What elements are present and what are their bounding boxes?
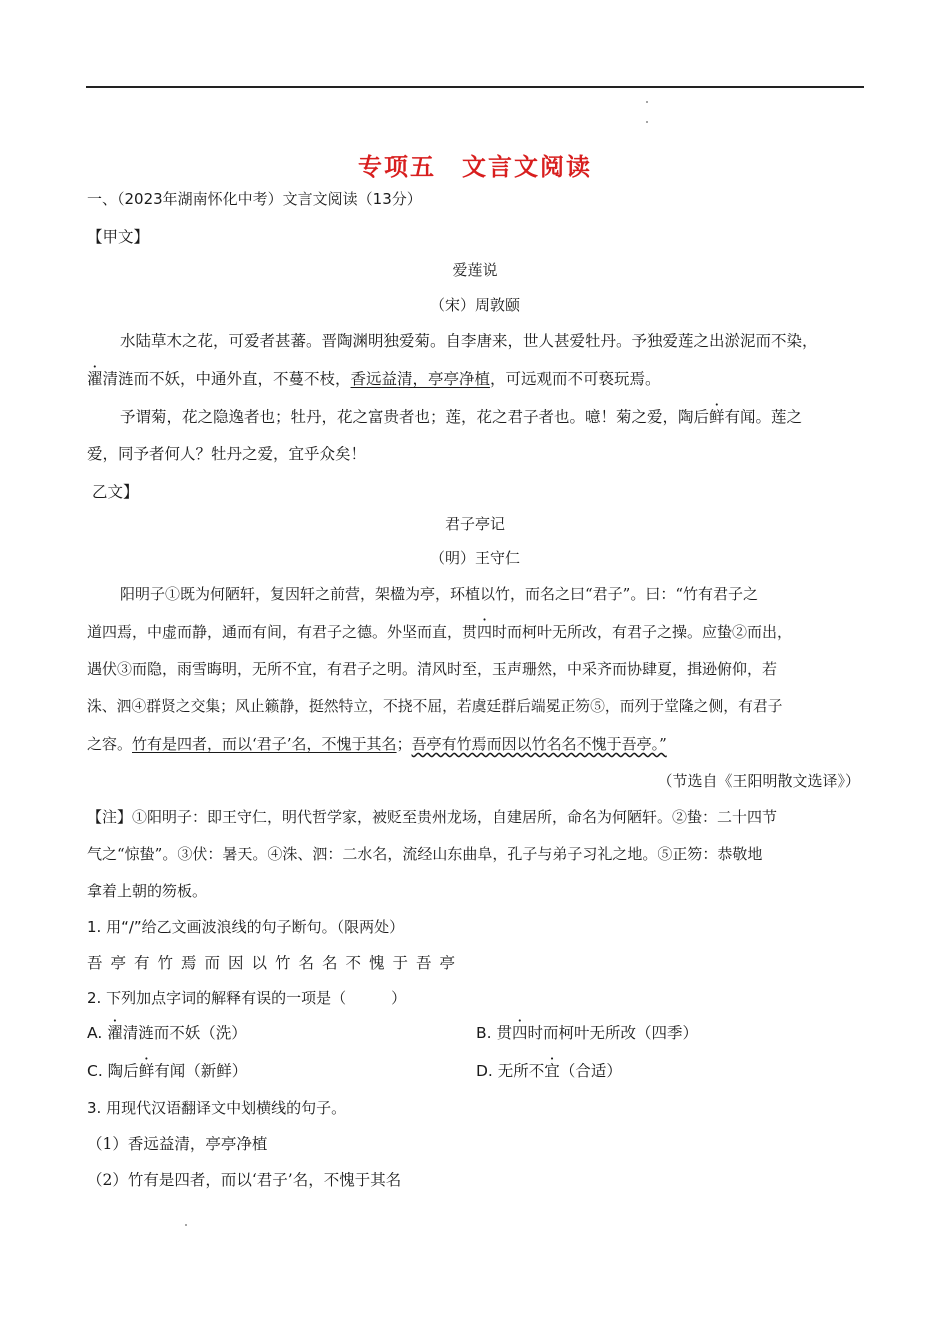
scan-speck <box>646 121 648 123</box>
jia-paragraph-2-line-2: 爱，同予者何人？牡丹之爱，宜乎众矣！ <box>87 445 367 463</box>
section-heading: 一、（2023年湖南怀化中考）文言文阅读（13分） <box>87 190 422 208</box>
page-title: 专项五 文言文阅读 <box>358 153 592 181</box>
yi-line-2: 道四焉，中虚而静，通而有间，有君子之德。外坚而直，贯四时而柯叶无所改，有君子之操。应蛰②而出， <box>87 623 793 641</box>
underlined-sentence: 竹有是四者，而以‘君子’名，不愧于其名 <box>132 735 397 753</box>
jia-paragraph-2-line-1: 予谓菊，花之隐逸者也；牡丹，花之富贵者也；莲，花之君子者也。噫！菊之爱，陶后鲜有闻。莲之 <box>120 408 803 426</box>
notes-line-3: 拿着上朝的笏板。 <box>87 882 208 900</box>
question-2: 2. 下列加点字词的解释有误的一项是（ ） <box>87 989 407 1007</box>
yi-line-1: 阳明子①既为何陋轩，复因轩之前营，架楹为亭，环植以竹，而名之曰“君子”。曰：“竹有君子之 <box>120 585 759 603</box>
question-3: 3. 用现代汉语翻译文中划横线的句子。 <box>87 1099 347 1117</box>
dotted-char: 四 <box>512 1024 528 1042</box>
yi-line-5: 之容。竹有是四者，而以‘君子’名，不愧于其名；吾亭有竹焉而因以竹名名不愧于吾亭。” <box>87 735 667 753</box>
notes-line-2: 气之“惊蛰”。③伏：暑天。④洙、泗：二水名，流经山东曲阜，孔子与弟子习礼之地。⑤正笏：恭敬地 <box>87 845 763 863</box>
dotted-char: 鲜 <box>138 1062 155 1080</box>
dotted-char: 濯 <box>107 1024 123 1042</box>
dotted-char: 四 <box>477 623 493 641</box>
jia-author: （宋）周敦颐 <box>429 296 520 314</box>
wavy-underlined-sentence: 吾亭有竹焉而因以竹名名不愧于吾亭。” <box>411 735 667 753</box>
question-3-part-2: （2）竹有是四者，而以‘君子’名，不愧于其名 <box>87 1171 402 1189</box>
scan-speck <box>185 1224 187 1226</box>
yi-source: （节选自《王阳明散文选译》） <box>657 772 860 790</box>
yi-line-4: 洙、泗④群贤之交集；风止籁静，挺然特立，不挠不屈，若虞廷群后端冕正笏⑤，而列于堂隆之侧，有君子 <box>87 698 783 715</box>
yi-author: （明）王守仁 <box>429 549 520 567</box>
option-d[interactable]: D. 无所不宜（合适） <box>476 1062 622 1080</box>
jia-paragraph-1-line-1: 水陆草木之花，可爱者甚蕃。晋陶渊明独爱菊。自李唐来，世人甚爱牡丹。予独爱莲之出淤泥而不染， <box>120 332 818 350</box>
option-a[interactable]: A. 濯清涟而不妖（洗） <box>87 1024 247 1042</box>
scan-speck <box>646 101 648 103</box>
dotted-char: 宜 <box>544 1062 560 1080</box>
question-3-part-1: （1）香远益清，亭亭净植 <box>87 1135 268 1153</box>
notes-line-1: 【注】①阳明子：即王守仁，明代哲学家，被贬至贵州龙场，自建居所，命名为何陋轩。②蛰：二十四节 <box>87 808 778 826</box>
header-rule <box>86 86 864 88</box>
question-1-text: 吾亭有竹焉而因以竹名名不愧于吾亭 <box>87 954 464 972</box>
option-b[interactable]: B. 贯四时而柯叶无所改（四季） <box>476 1024 699 1042</box>
yi-line-3: 遇伏③而隐，雨雪晦明，无所不宜，有君子之明。清风时至，玉声珊然，中采齐而协肆夏，揖逊俯仰，若 <box>87 660 778 678</box>
dotted-char: 濯 <box>87 370 103 388</box>
option-c[interactable]: C. 陶后鲜有闻（新鲜） <box>87 1062 248 1080</box>
dotted-char: 鲜 <box>709 408 725 426</box>
jia-label: 【甲文】 <box>87 228 150 246</box>
jia-paragraph-1-line-2: 濯清涟而不妖，中通外直，不蔓不枝，香远益清，亭亭净植，可远观而不可亵玩焉。 <box>87 370 661 388</box>
jia-title: 爱莲说 <box>452 261 498 279</box>
yi-label: 乙文】 <box>92 483 139 501</box>
question-1: 1. 用“/”给乙文画波浪线的句子断句。（限两处） <box>87 918 405 936</box>
yi-title: 君子亭记 <box>444 515 505 533</box>
underlined-sentence: 香远益清，亭亭净植 <box>350 370 491 388</box>
